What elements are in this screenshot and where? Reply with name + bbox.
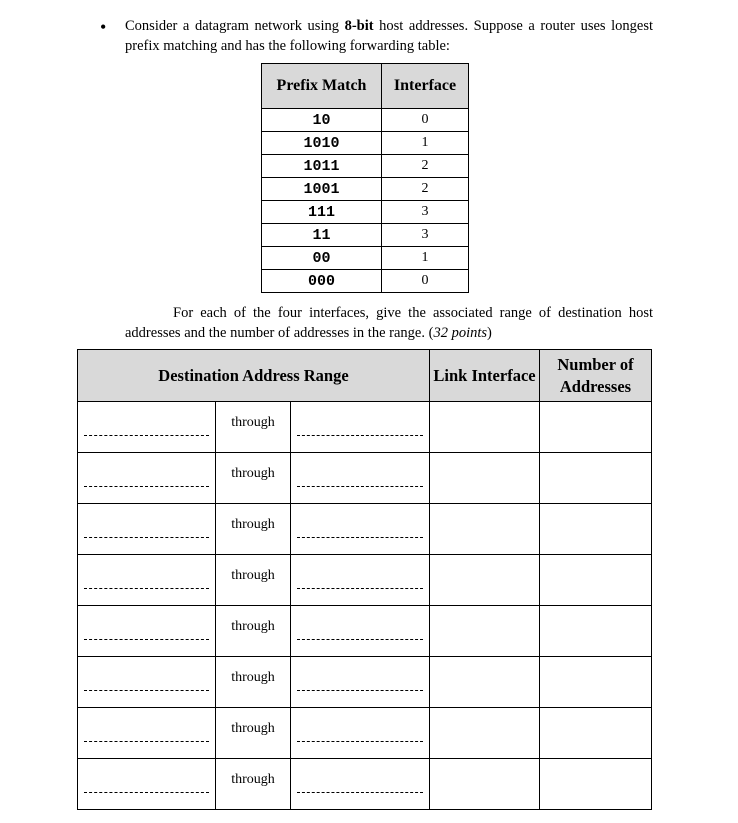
range-end-blank[interactable] bbox=[297, 639, 423, 640]
interface-cell: 2 bbox=[382, 155, 469, 178]
range-start-blank[interactable] bbox=[84, 537, 209, 538]
answer-row bbox=[78, 402, 652, 453]
range-start-cell[interactable] bbox=[78, 453, 216, 504]
interface-cell: 0 bbox=[382, 270, 469, 293]
through-label: through bbox=[231, 415, 275, 430]
range-start-blank[interactable] bbox=[84, 741, 209, 742]
range-start-blank[interactable] bbox=[84, 435, 209, 436]
range-start-blank[interactable] bbox=[84, 486, 209, 487]
through-cell bbox=[216, 504, 291, 555]
address-count-cell[interactable] bbox=[540, 606, 652, 657]
address-count-cell[interactable] bbox=[540, 708, 652, 759]
through-cell bbox=[216, 708, 291, 759]
range-end-cell[interactable] bbox=[291, 708, 430, 759]
prefix-match-header: Prefix Match bbox=[262, 64, 382, 109]
forwarding-table-body bbox=[262, 109, 469, 293]
link-interface-cell[interactable] bbox=[430, 453, 540, 504]
range-end-blank[interactable] bbox=[297, 792, 423, 793]
forwarding-table-row bbox=[262, 109, 469, 132]
range-end-cell[interactable] bbox=[291, 759, 430, 810]
number-of-addresses-header: Number of Addresses bbox=[540, 350, 652, 402]
intro-text-2: host addresses. Suppose a router uses longest prefix matching and has the following forwarding table: bbox=[125, 18, 654, 54]
forwarding-table-row bbox=[262, 224, 469, 247]
range-end-blank[interactable] bbox=[297, 741, 423, 742]
address-count-cell[interactable] bbox=[540, 555, 652, 606]
range-end-blank[interactable] bbox=[297, 690, 423, 691]
link-interface-cell[interactable] bbox=[430, 402, 540, 453]
answer-row bbox=[78, 606, 652, 657]
range-end-blank[interactable] bbox=[297, 588, 423, 589]
question-text: For each of the four interfaces, give the associated range of destination host addresses and the number of addresses in the range. ( bbox=[125, 305, 653, 341]
prefix-cell: 1001 bbox=[262, 178, 382, 201]
through-cell bbox=[216, 402, 291, 453]
through-cell bbox=[216, 555, 291, 606]
range-start-cell[interactable] bbox=[78, 504, 216, 555]
destination-range-header: Destination Address Range bbox=[78, 350, 430, 402]
prefix-cell: 1011 bbox=[262, 155, 382, 178]
prefix-cell: 00 bbox=[262, 247, 382, 270]
interface-cell: 2 bbox=[382, 178, 469, 201]
interface-cell: 3 bbox=[382, 224, 469, 247]
range-end-cell[interactable] bbox=[291, 606, 430, 657]
range-start-cell[interactable] bbox=[78, 657, 216, 708]
link-interface-cell[interactable] bbox=[430, 606, 540, 657]
through-label: through bbox=[231, 619, 275, 634]
address-count-cell[interactable] bbox=[540, 504, 652, 555]
through-cell bbox=[216, 453, 291, 504]
answer-row bbox=[78, 708, 652, 759]
answer-row bbox=[78, 453, 652, 504]
answer-row bbox=[78, 504, 652, 555]
link-interface-cell[interactable] bbox=[430, 504, 540, 555]
prefix-cell: 111 bbox=[262, 201, 382, 224]
through-cell bbox=[216, 657, 291, 708]
forwarding-table-row bbox=[262, 155, 469, 178]
address-count-cell[interactable] bbox=[540, 657, 652, 708]
address-count-cell[interactable] bbox=[540, 402, 652, 453]
question-close: ) bbox=[487, 325, 492, 341]
range-end-cell[interactable] bbox=[291, 657, 430, 708]
answer-row bbox=[78, 759, 652, 810]
forwarding-table bbox=[261, 63, 469, 293]
range-start-blank[interactable] bbox=[84, 690, 209, 691]
question-paragraph bbox=[125, 303, 653, 343]
range-start-cell[interactable] bbox=[78, 759, 216, 810]
address-count-cell[interactable] bbox=[540, 759, 652, 810]
intro-paragraph bbox=[125, 16, 653, 56]
interface-header: Interface bbox=[382, 64, 469, 109]
range-end-blank[interactable] bbox=[297, 537, 423, 538]
intro-bold: 8-bit bbox=[344, 18, 374, 34]
forwarding-table-row bbox=[262, 247, 469, 270]
prefix-cell: 11 bbox=[262, 224, 382, 247]
link-interface-cell[interactable] bbox=[430, 708, 540, 759]
range-start-blank[interactable] bbox=[84, 792, 209, 793]
range-start-cell[interactable] bbox=[78, 708, 216, 759]
range-start-blank[interactable] bbox=[84, 588, 209, 589]
interface-cell: 1 bbox=[382, 247, 469, 270]
prefix-cell: 000 bbox=[262, 270, 382, 293]
range-end-blank[interactable] bbox=[297, 486, 423, 487]
range-end-cell[interactable] bbox=[291, 555, 430, 606]
link-interface-cell[interactable] bbox=[430, 555, 540, 606]
link-interface-cell[interactable] bbox=[430, 657, 540, 708]
through-cell bbox=[216, 606, 291, 657]
through-label: through bbox=[231, 568, 275, 583]
through-label: through bbox=[231, 721, 275, 736]
through-label: through bbox=[231, 670, 275, 685]
bullet: • bbox=[100, 17, 107, 37]
range-end-blank[interactable] bbox=[297, 435, 423, 436]
through-label: through bbox=[231, 772, 275, 787]
forwarding-table-row bbox=[262, 201, 469, 224]
interface-cell: 1 bbox=[382, 132, 469, 155]
forwarding-table-row bbox=[262, 178, 469, 201]
prefix-cell: 1010 bbox=[262, 132, 382, 155]
through-label: through bbox=[231, 517, 275, 532]
range-start-cell[interactable] bbox=[78, 606, 216, 657]
link-interface-header: Link Interface bbox=[430, 350, 540, 402]
range-start-cell[interactable] bbox=[78, 402, 216, 453]
answer-table-body bbox=[78, 402, 652, 810]
forwarding-table-row bbox=[262, 132, 469, 155]
intro-text-1: Consider a datagram network using bbox=[125, 18, 345, 34]
answer-row bbox=[78, 657, 652, 708]
answer-table bbox=[77, 349, 652, 810]
forwarding-table-row bbox=[262, 270, 469, 293]
range-start-blank[interactable] bbox=[84, 639, 209, 640]
range-end-cell[interactable] bbox=[291, 402, 430, 453]
answer-row bbox=[78, 555, 652, 606]
range-start-cell[interactable] bbox=[78, 555, 216, 606]
link-interface-cell[interactable] bbox=[430, 759, 540, 810]
through-cell bbox=[216, 759, 291, 810]
interface-cell: 3 bbox=[382, 201, 469, 224]
question-points: 32 points bbox=[433, 325, 488, 341]
prefix-cell: 10 bbox=[262, 109, 382, 132]
address-count-cell[interactable] bbox=[540, 453, 652, 504]
through-label: through bbox=[231, 466, 275, 481]
range-end-cell[interactable] bbox=[291, 453, 430, 504]
range-end-cell[interactable] bbox=[291, 504, 430, 555]
interface-cell: 0 bbox=[382, 109, 469, 132]
